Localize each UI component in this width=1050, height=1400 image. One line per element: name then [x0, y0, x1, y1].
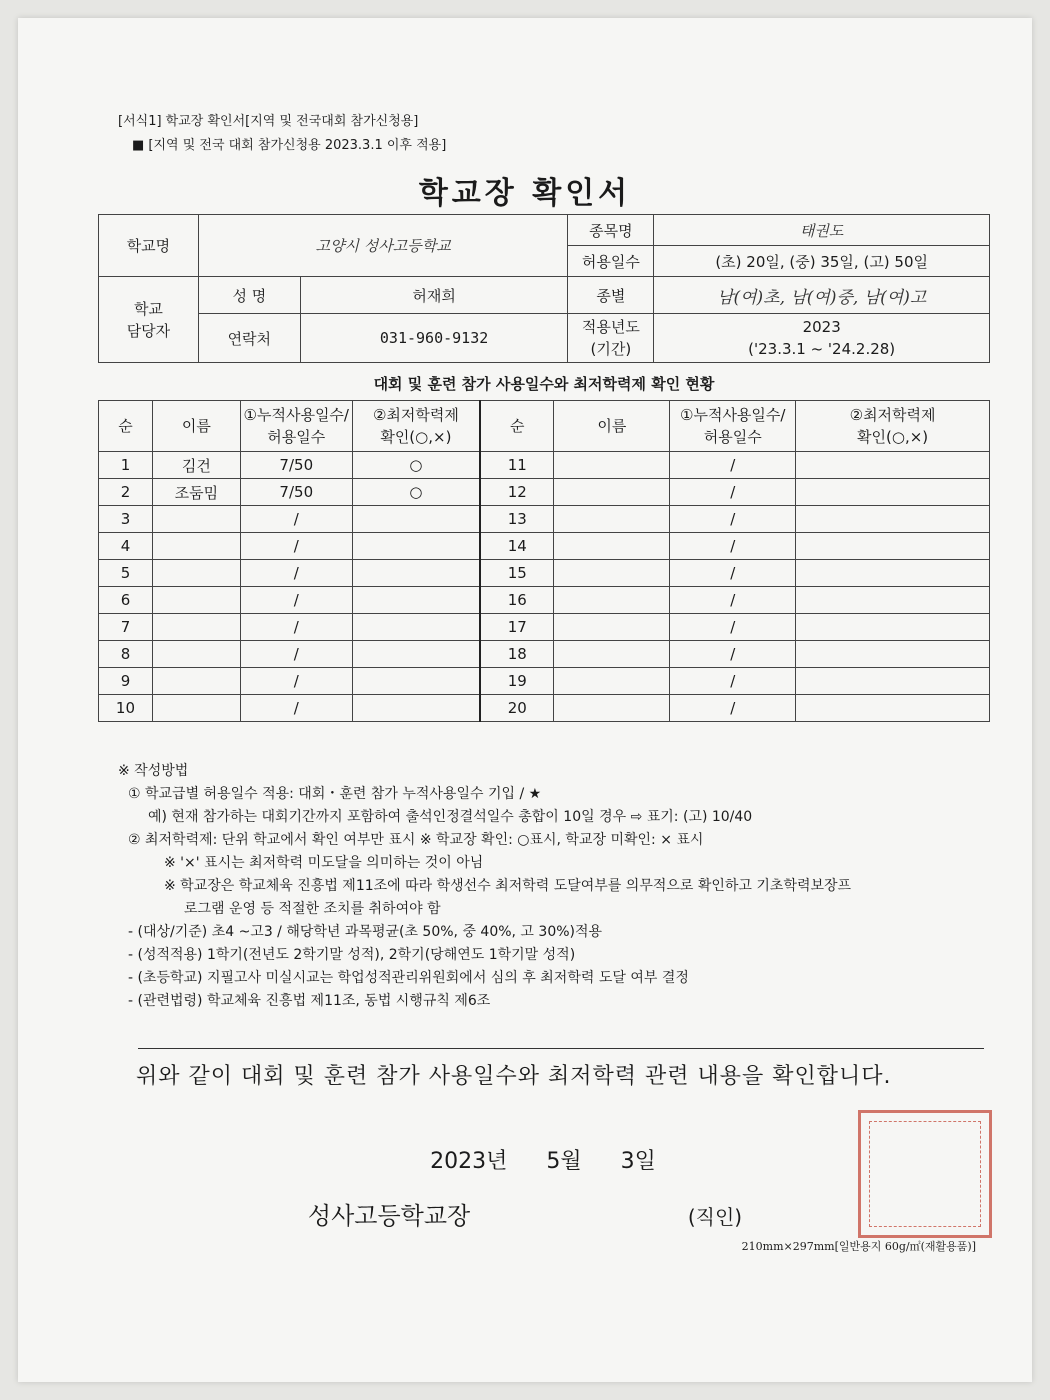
row-no-right: 17: [480, 614, 554, 641]
row-check-right: [796, 587, 990, 614]
row-name-right: [554, 587, 670, 614]
row-days-right: /: [670, 587, 796, 614]
row-no-right: 18: [480, 641, 554, 668]
table-row: [99, 560, 990, 587]
row-no: 6: [99, 587, 153, 614]
row-check: [352, 506, 480, 533]
table-row: [99, 695, 990, 722]
row-name: [152, 641, 240, 668]
instruction-line: ※ 학교장은 학교체육 진흥법 제11조에 따라 학생선수 최저학력 도달여부를 의무적으로 확인하고 기초학력보장프: [164, 878, 852, 894]
row-no: 4: [99, 533, 153, 560]
row-name: [152, 533, 240, 560]
row-name: [152, 668, 240, 695]
participation-table: [98, 400, 990, 722]
row-check-right: [796, 479, 990, 506]
period-value: ('23.3.1 ~ '24.2.28): [748, 340, 896, 358]
row-name-right: [554, 695, 670, 722]
row-check: ○: [352, 479, 480, 506]
row-no: 7: [99, 614, 153, 641]
row-days: /: [240, 695, 352, 722]
year-cell: [654, 314, 990, 363]
school-name-value: 고양시 성사고등학교: [198, 215, 568, 277]
row-name: 김건: [152, 452, 240, 479]
row-check-right: [796, 641, 990, 668]
row-days-right: /: [670, 560, 796, 587]
row-check-right: [796, 506, 990, 533]
row-check: [352, 587, 480, 614]
col-header-check-right: ②최저학력제 확인(○,×): [796, 401, 990, 452]
table-row: [99, 587, 990, 614]
instruction-line: ① 학교급별 허용일수 적용: 대회・훈련 참가 누적사용일수 기입 / ★: [128, 786, 542, 802]
row-days: /: [240, 587, 352, 614]
row-name-right: [554, 560, 670, 587]
row-name-right: [554, 614, 670, 641]
row-name: [152, 560, 240, 587]
row-no: 1: [99, 452, 153, 479]
year-label: 적용년도 (기간): [568, 314, 654, 363]
row-name-right: [554, 641, 670, 668]
row-days-right: /: [670, 614, 796, 641]
date-day: 3일: [620, 1149, 656, 1174]
confirmation-statement: 위와 같이 대회 및 훈련 참가 사용일수와 최저학력 관련 내용을 확인합니다.: [136, 1064, 892, 1089]
row-days-right: /: [670, 641, 796, 668]
instruction-line: - (관련법령) 학교체육 진흥법 제11조, 동법 시행규칙 제6조: [128, 993, 491, 1009]
col-header-name: 이름: [152, 401, 240, 452]
row-no: 3: [99, 506, 153, 533]
row-no-right: 12: [480, 479, 554, 506]
row-days: /: [240, 668, 352, 695]
sport-value: 태권도: [654, 215, 990, 246]
row-days-right: /: [670, 452, 796, 479]
divider: [138, 1048, 984, 1049]
category-label: 종별: [568, 277, 654, 314]
row-check: ○: [352, 452, 480, 479]
name-value: 허재희: [300, 277, 568, 314]
row-check: [352, 668, 480, 695]
col-header-days-right: ①누적사용일수/ 허용일수: [670, 401, 796, 452]
row-no-right: 19: [480, 668, 554, 695]
table-body: [99, 452, 990, 722]
row-check-right: [796, 614, 990, 641]
row-no: 10: [99, 695, 153, 722]
row-no-right: 20: [480, 695, 554, 722]
seal-inner-border: [869, 1121, 981, 1227]
instructions: [118, 760, 988, 1013]
name-label: 성 명: [198, 277, 300, 314]
row-no-right: 13: [480, 506, 554, 533]
col-header-days: ①누적사용일수/ 허용일수: [240, 401, 352, 452]
instruction-line: 로그램 운영 등 적절한 조치를 취하여야 함: [184, 901, 441, 917]
year-value: 2023: [802, 318, 841, 336]
col-header-name-right: 이름: [554, 401, 670, 452]
document-sheet: [18, 18, 1032, 1382]
table-row: [99, 614, 990, 641]
section-title: 대회 및 훈련 참가 사용일수와 최저학력제 확인 현황: [373, 375, 715, 393]
category-value: 남(여)초, 남(여)중, 남(여)고: [654, 277, 990, 314]
col-header-no: 순: [99, 401, 153, 452]
row-check: [352, 533, 480, 560]
row-days: /: [240, 641, 352, 668]
row-days: 7/50: [240, 452, 352, 479]
row-days-right: /: [670, 695, 796, 722]
table-header-row: [99, 401, 990, 452]
instruction-line: - (초등학교) 지필고사 미실시교는 학업성적관리위원회에서 심의 후 최저학력 도달 여부 결정: [128, 970, 689, 986]
row-check-right: [796, 668, 990, 695]
date-year: 2023년: [430, 1149, 508, 1174]
row-name-right: [554, 506, 670, 533]
instruction-line: ② 최저학력제: 단위 학교에서 확인 여부만 표시 ※ 학교장 확인: ○표시, 학교장 미확인: × 표시: [128, 832, 704, 848]
row-name-right: [554, 668, 670, 695]
school-info-table: [98, 214, 990, 363]
signer-role: (직인): [687, 1205, 743, 1229]
instruction-line: ※ '×' 표시는 최저학력 미도달을 의미하는 것이 아님: [164, 855, 484, 871]
row-no-right: 15: [480, 560, 554, 587]
allowed-days-value: (초) 20일, (중) 35일, (고) 50일: [654, 246, 990, 277]
row-days-right: /: [670, 533, 796, 560]
row-no: 8: [99, 641, 153, 668]
col-header-check: ②최저학력제 확인(○,×): [352, 401, 480, 452]
row-name-right: [554, 533, 670, 560]
instruction-line: ※ 작성방법: [118, 763, 189, 779]
table-row: [99, 533, 990, 560]
paper-spec: 210mm×297mm[일반용지 60g/㎡(재활용품)]: [741, 1240, 976, 1253]
signer-name: 성사고등학교장: [307, 1202, 471, 1230]
school-name-label: 학교명: [99, 215, 199, 277]
row-name: [152, 587, 240, 614]
row-no-right: 11: [480, 452, 554, 479]
row-name: 조둠밈: [152, 479, 240, 506]
row-days: /: [240, 506, 352, 533]
row-no-right: 16: [480, 587, 554, 614]
official-seal: [858, 1110, 992, 1238]
row-check: [352, 560, 480, 587]
page-title: 학교장 확인서: [418, 176, 632, 211]
phone-value: 031-960-9132: [300, 314, 568, 363]
date-month: 5월: [546, 1149, 582, 1174]
col-header-no-right: 순: [480, 401, 554, 452]
row-name: [152, 695, 240, 722]
sport-label: 종목명: [568, 215, 654, 246]
row-days: /: [240, 560, 352, 587]
table-row: [99, 479, 990, 506]
row-days: 7/50: [240, 479, 352, 506]
table-row: [99, 452, 990, 479]
row-name-right: [554, 479, 670, 506]
row-no: 9: [99, 668, 153, 695]
row-check-right: [796, 560, 990, 587]
contact-person-label: 학교 담당자: [99, 277, 199, 363]
form-header-line2: ■ [지역 및 전국 대회 참가신청용 2023.3.1 이후 적용]: [132, 138, 447, 153]
row-no: 2: [99, 479, 153, 506]
row-check: [352, 641, 480, 668]
row-check: [352, 614, 480, 641]
phone-label: 연락처: [198, 314, 300, 363]
instruction-line: - (성적적용) 1학기(전년도 2학기말 성적), 2학기(당해연도 1학기말 성적): [128, 947, 576, 963]
allowed-days-label: 허용일수: [568, 246, 654, 277]
row-no: 5: [99, 560, 153, 587]
row-check-right: [796, 452, 990, 479]
table-row: [99, 668, 990, 695]
row-check: [352, 695, 480, 722]
row-name: [152, 614, 240, 641]
row-days: /: [240, 614, 352, 641]
instruction-line: 예) 현재 참가하는 대회기간까지 포함하여 출석인정결석일수 총합이 10일 경우 ⇨ 표기: (고) 10/40: [148, 809, 753, 825]
row-no-right: 14: [480, 533, 554, 560]
row-days-right: /: [670, 668, 796, 695]
table-row: [99, 641, 990, 668]
row-days-right: /: [670, 506, 796, 533]
instruction-line: - (대상/기준) 초4 ~고3 / 해당학년 과목평균(초 50%, 중 40%, 고 30%)적용: [128, 924, 603, 940]
row-name: [152, 506, 240, 533]
row-days-right: /: [670, 479, 796, 506]
row-check-right: [796, 533, 990, 560]
table-row: [99, 506, 990, 533]
row-days: /: [240, 533, 352, 560]
form-header-line1: [서식1] 학교장 확인서[지역 및 전국대회 참가신청용]: [118, 114, 419, 129]
row-name-right: [554, 452, 670, 479]
row-check-right: [796, 695, 990, 722]
